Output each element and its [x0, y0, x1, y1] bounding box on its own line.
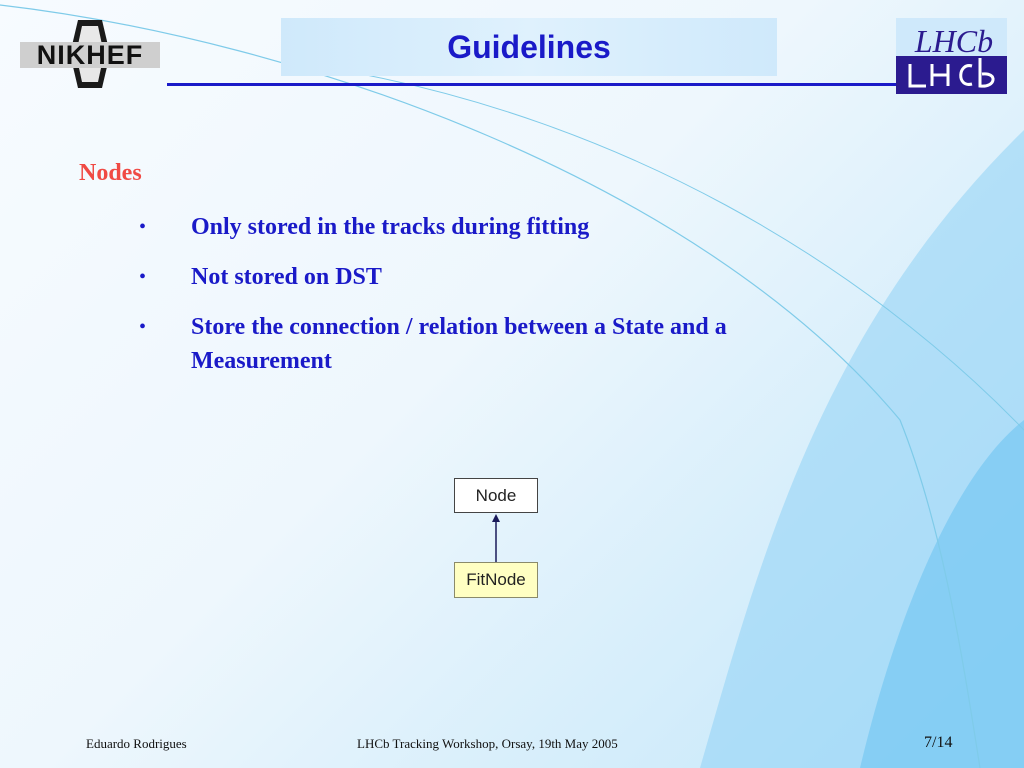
- nikhef-logo: [20, 18, 160, 90]
- uml-class-node: Node: [454, 478, 538, 513]
- footer-event: LHCb Tracking Workshop, Orsay, 19th May 2005: [357, 736, 618, 751]
- bullet-text: Only stored in the tracks during fitting: [191, 214, 590, 240]
- footer-author: Eduardo Rodrigues: [86, 736, 187, 751]
- page-number: 7/14: [924, 734, 953, 751]
- bullet-icon: •: [139, 266, 147, 288]
- lhcb-logo-text: LHCb: [914, 23, 994, 59]
- list-item: [136, 310, 856, 378]
- bullet-list: [136, 210, 856, 394]
- uml-class-fitnode: FitNode: [454, 562, 538, 598]
- nikhef-logo-text: NIKHEF: [36, 40, 144, 70]
- bullet-text: Not stored on DST: [191, 264, 382, 290]
- bullet-icon: •: [139, 316, 147, 338]
- inheritance-arrow: [486, 511, 506, 563]
- lhcb-logo: [896, 18, 1007, 94]
- bullet-text: Store the connection / relation between a State and a Measurement: [191, 314, 727, 374]
- title-box: [281, 18, 777, 76]
- list-item: [136, 260, 856, 294]
- bullet-icon: •: [139, 216, 147, 238]
- title-underline: [167, 83, 902, 86]
- section-heading: Nodes: [79, 160, 142, 186]
- list-item: [136, 210, 856, 244]
- page-title: Guidelines: [447, 28, 611, 65]
